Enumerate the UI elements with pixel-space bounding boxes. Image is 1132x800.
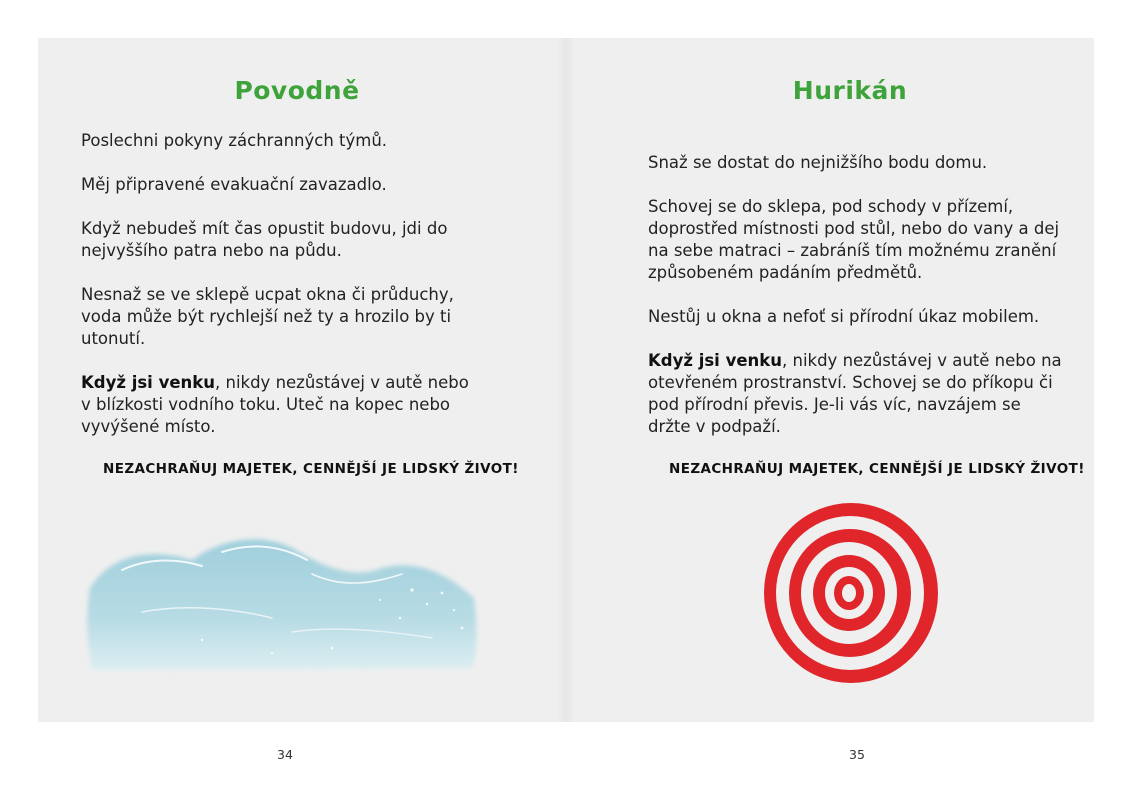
paragraph: Nesnaž se ve sklepě ucpat okna či průduchy, voda může být rychlejší než ty a hrozilo by ti utonutí.: [81, 285, 454, 348]
water-illustration: [82, 508, 482, 678]
paragraph: Když nebudeš mít čas opustit budovu, jdi do nejvyššího patra nebo na půdu.: [81, 219, 448, 260]
outside-rest: , nikdy nezůstávej v autě nebo v blízkosti vodního toku. Uteč na kopec nebo vyvýšené místo.: [81, 373, 469, 436]
outside-paragraph: [81, 372, 481, 438]
warning-text: NEZACHRAŇUJ MAJETEK, CENNĚJŠÍ JE LIDSKÝ ŽIVOT!: [669, 461, 1085, 477]
paragraph: Poslechni pokyny záchranných týmů.: [81, 131, 388, 150]
book-spread: [38, 38, 1094, 722]
outside-paragraph: [648, 350, 1068, 438]
hurricane-instructions: [648, 152, 1068, 460]
page-number-right: 35: [849, 747, 865, 762]
page-title-hurricane: Hurikán: [792, 76, 908, 105]
paragraph: Schovej se do sklepa, pod schody v přízemí, doprostřed místnosti pod stůl, nebo do vany a dej na sebe matraci – zabráníš tím možnému zranění způsobeném padáním předmětů.: [648, 197, 1060, 282]
page-title-floods: Povodně: [234, 76, 360, 105]
warning-text: NEZACHRAŇUJ MAJETEK, CENNĚJŠÍ JE LIDSKÝ ŽIVOT!: [103, 461, 519, 477]
right-page: [566, 38, 1094, 722]
floods-instructions: [81, 130, 481, 460]
hurricane-target-illustration: [761, 500, 941, 686]
left-page: [38, 38, 566, 722]
outside-rest: , nikdy nezůstávej v autě nebo na otevřeném prostranství. Schovej se do příkopu či pod přírodní převis. Je-li vás víc, navzájem se držte v podpaží.: [648, 351, 1062, 436]
paragraph: Měj připravené evakuační zavazadlo.: [81, 175, 387, 194]
paragraph: Snaž se dostat do nejnižšího bodu domu.: [648, 153, 988, 172]
outside-lead: Když jsi venku: [648, 351, 782, 370]
paragraph: Nestůj u okna a nefoť si přírodní úkaz mobilem.: [648, 307, 1040, 326]
page-number-left: 34: [277, 747, 293, 762]
outside-lead: Když jsi venku: [81, 373, 215, 392]
